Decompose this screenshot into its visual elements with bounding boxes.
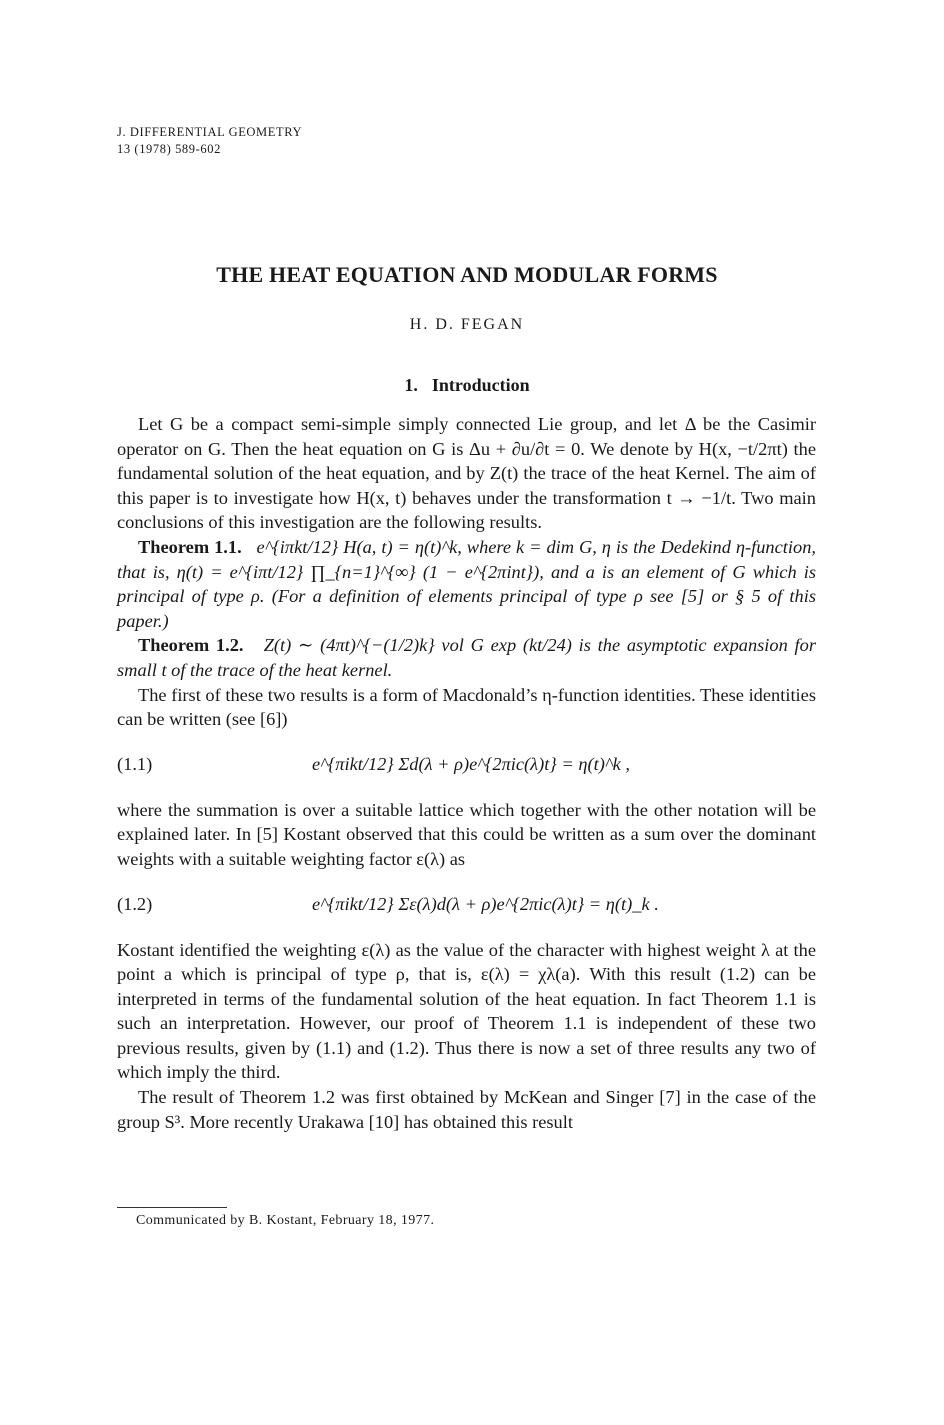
paragraph-kostant: Kostant identified the weighting ε(λ) as the value of the character with highest weight λ at the point a which is principal of type ρ, that is, ε(λ) = χλ(a). With this result (1.2) can be interpreted in terms of the fundamental solution of the heat equation. In fact Theorem 1.1 is such an interpretation. However, our proof of Theorem 1.1 is independent of these two previous results, given by (1.1) and (1.2). Thus there is now a set of three results any two of which imply the third. [117, 939, 816, 1083]
paper-title: THE HEAT EQUATION AND MODULAR FORMS [216, 262, 718, 287]
section-heading [117, 375, 817, 396]
paper-author: H. D. FEGAN [409, 316, 525, 333]
equation-1-2-formula: e^{πikt/12} Σε(λ)d(λ + ρ)e^{2πic(λ)t} = η(t)_k . [312, 894, 659, 915]
theorem-1-2 [117, 633, 816, 682]
paragraph-mckean: The result of Theorem 1.2 was first obtained by McKean and Singer [7] in the case of the group S³. More recently Urakawa [10] has obtained this result [117, 1087, 816, 1132]
paper-body [117, 412, 816, 1134]
equation-1-2-label: (1.2) [117, 894, 153, 915]
footnote: Communicated by B. Kostant, February 18, 1977. [136, 1213, 435, 1228]
journal-header [117, 124, 302, 158]
equation-1-1 [117, 732, 816, 798]
theorem-1-2-text: Z(t) ∼ (4πt)^{−(1/2)k} vol G exp (kt/24) is the asymptotic expansion for small t of the trace of the heat kernel. [117, 635, 816, 680]
theorem-1-2-label: Theorem 1.2. [138, 635, 244, 656]
paragraph-summation: where the summation is over a suitable lattice which together with the other notation will be explained later. In [5] Kostant observed that this could be written as a sum over the dominant weights with a suitable weighting factor ε(λ) as [117, 799, 816, 869]
theorem-1-1 [117, 535, 816, 633]
journal-volume: 13 (1978) 589-602 [117, 142, 221, 156]
footnote-rule [117, 1207, 227, 1208]
section-number: 1. [404, 375, 418, 395]
journal-name: J. DIFFERENTIAL GEOMETRY [117, 125, 303, 139]
paragraph-macdonald: The first of these two results is a form of Macdonald’s η-function identities. These identities can be written (see [6]) [117, 684, 816, 730]
equation-1-2 [117, 872, 816, 938]
equation-1-1-formula: e^{πikt/12} Σd(λ + ρ)e^{2πic(λ)t} = η(t)^k , [312, 754, 630, 775]
paragraph-intro: Let G be a compact semi-simple simply connected Lie group, and let Δ be the Casimir operator on G. Then the heat equation on G is Δu + ∂u/∂t = 0. We denote by H(x, −t/2πt) the fundamental solution of the heat equation, and by Z(t) the trace of the heat Kernel. The aim of this paper is to investigate how H(x, t) behaves under the transformation t → −1/t. Two main conclusions of this investigation are the following results. [117, 414, 816, 533]
equation-1-1-label: (1.1) [117, 754, 153, 775]
section-title: Introduction [431, 375, 530, 395]
theorem-1-1-label: Theorem 1.1. [138, 536, 242, 557]
theorem-1-1-text: e^{iπkt/12} H(a, t) = η(t)^k, where k = dim G, η is the Dedekind η-function, that is, η(t) = e^{iπt/12} ∏_{n=1}^{∞} (1 − e^{2πint}), and a is an element of G which is principal of type ρ. (For a definition of elements principal of type ρ see [5] or § 5 of this paper.) [117, 536, 816, 631]
